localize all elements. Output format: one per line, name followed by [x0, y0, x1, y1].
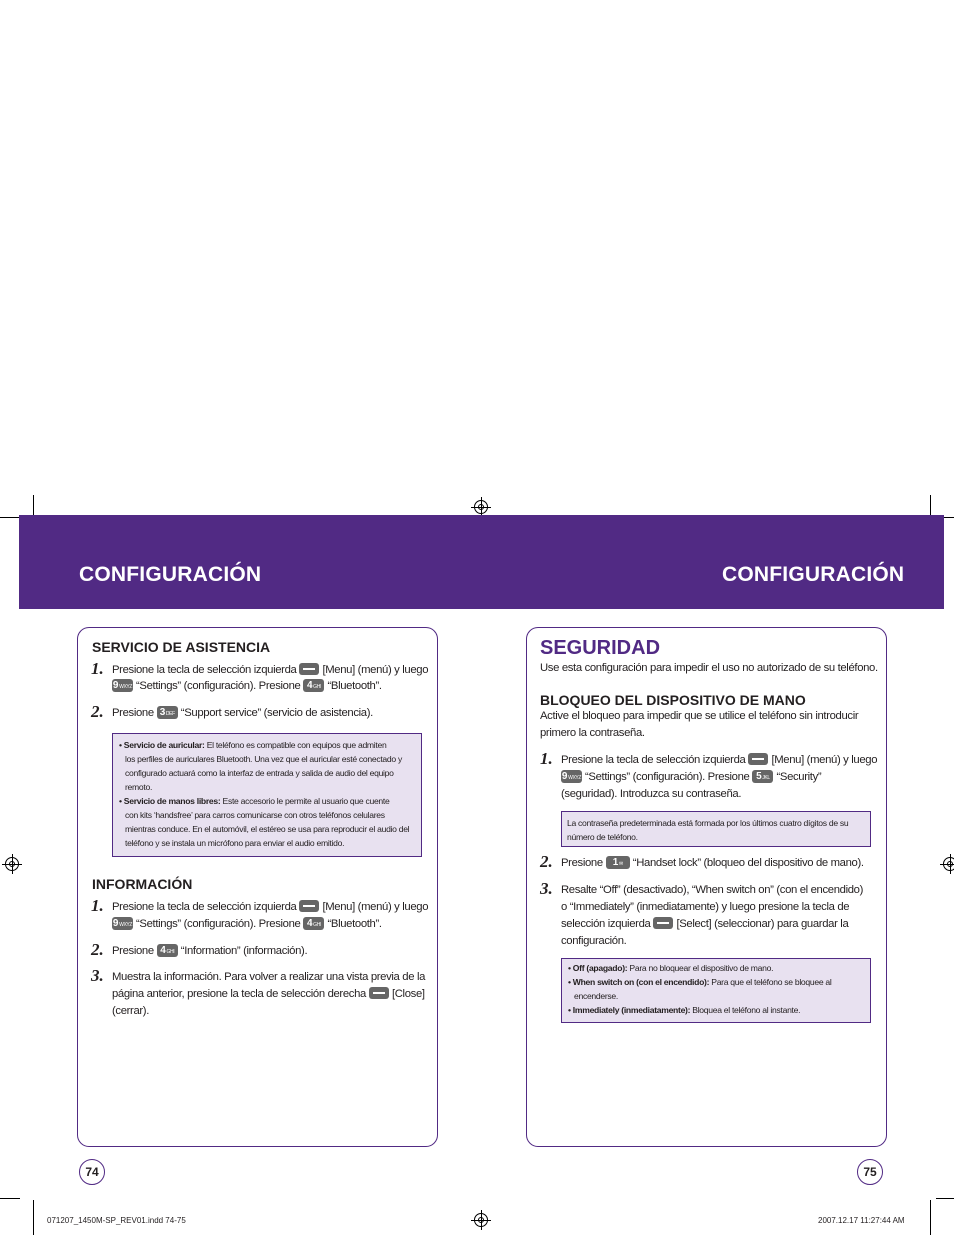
crop-mark [930, 1200, 931, 1235]
sub-heading-bloqueo: BLOQUEO DEL DISPOSITIVO DE MANO [540, 692, 806, 708]
left-softkey-icon [299, 900, 319, 912]
step-text: (cerrar). [112, 1005, 150, 1017]
step-text: o “Immediately” (inmediatamente) y luego presione la tecla de [561, 901, 850, 913]
step-text: 9WXYZ “Settings” (configuración). Presione 4GHI “Bluetooth”. [112, 917, 382, 930]
registration-mark-icon [474, 1213, 488, 1227]
key-5-icon: 5JKL [752, 770, 773, 783]
step-text: Resalte “Off” (desactivado), “When switch on” (con el encendido) [561, 884, 864, 896]
step-number: 1. [91, 659, 104, 678]
footer-filename: 071207_1450M-SP_REV01.indd 74-75 [47, 1216, 186, 1225]
note-box-password: La contraseña predeterminada está formada por los últimos cuatro dígitos de su número de teléfono. [561, 811, 871, 847]
page-number-left: 74 [79, 1159, 105, 1185]
step-number: 2. [91, 940, 104, 959]
step-text: configuración. [561, 935, 627, 947]
step-number: 3. [540, 879, 553, 898]
step-text-part: Presione la tecla de selección izquierda [112, 664, 297, 676]
step-text: Presione la tecla de selección izquierda [Menu] (menú) y luego [112, 901, 429, 913]
step-text-part: [Menu] (menú) y luego [322, 664, 429, 676]
step-text: Presione 1✉ “Handset lock” (bloqueo del dispositivo de mano). [561, 856, 864, 869]
key-9-icon: 9WXYZ [112, 917, 133, 929]
note-box-servicio: • Servicio de auricular: El teléfono es compatible con equipos que admiten los perfiles de auriculares Bluetooth. Una vez que el auricular esté conectado y configurado actuará como la interfaz de entrada y salida de audio del equipo remoto. • Servicio de manos libres: Este accesorio le permite al usuario que cuente con kits ‘handsfree’ para carros comunicarse con otros teléfonos celulares mientras conduce. En el automóvil, el estéreo se usa para reproducir el audio del teléfono y se instala un micrófono para enviar el audio emitido. [112, 733, 422, 857]
step-text-part: “Settings” (configuración). Presione [136, 680, 301, 692]
step-text: página anterior, presione la tecla de selección derecha [Close] [112, 988, 425, 1000]
step-text-part: Presione [112, 707, 154, 719]
intro-text: Use esta configuración para impedir el uso no autorizado de su teléfono. [540, 662, 878, 674]
section-heading-informacion: INFORMACIÓN [92, 876, 193, 892]
crop-mark [33, 1200, 34, 1235]
registration-mark-icon [5, 857, 19, 871]
crop-mark [936, 1198, 954, 1199]
left-softkey-icon [748, 753, 768, 765]
step-text-part: “Bluetooth”. [327, 680, 382, 692]
step-number: 1. [91, 896, 104, 915]
crop-mark [0, 1198, 20, 1199]
step-text: 9WXYZ “Settings” (configuración). Presione 5JKL “Security” [561, 770, 822, 783]
step-text [112, 662, 428, 679]
key-4-icon: 4GHI [157, 944, 178, 957]
step-text-part: “Support service” (servicio de asistencia). [180, 707, 373, 719]
right-page-title: CONFIGURACIÓN [722, 563, 905, 586]
step-text: Muestra la información. Para volver a realizar una vista previa de la [112, 971, 426, 983]
crop-mark [0, 517, 20, 518]
section-heading-servicio: SERVICIO DE ASISTENCIA [92, 639, 271, 655]
step-number: 1. [540, 749, 553, 768]
note-box-options: • Off (apagado): Para no bloquear el dispositivo de mano. • When switch on (con el encendido): Para que el teléfono se bloquee al encenderse. • Immediately (inmediatamente): Bloquea el teléfono al instante. [561, 958, 871, 1023]
key-4-icon: 4GHI [303, 917, 324, 930]
left-softkey-icon [299, 663, 319, 675]
step-text: Presione 4GHI “Information” (información). [112, 944, 308, 957]
key-4-icon: 4GHI [303, 679, 324, 692]
footer-timestamp: 2007.12.17 11:27:44 AM [818, 1216, 905, 1225]
step-number: 3. [91, 966, 104, 985]
step-number: 2. [540, 852, 553, 871]
key-9-icon: 9WXYZ [561, 770, 582, 782]
step-text: (seguridad). Introduzca su contraseña. [561, 788, 742, 800]
step-number: 2. [91, 702, 104, 721]
step-text [112, 705, 373, 722]
body-text: primero la contraseña. [540, 727, 645, 739]
key-9-icon: 9WXYZ [112, 679, 133, 691]
left-page-title: CONFIGURACIÓN [79, 563, 262, 586]
key-1-icon: 1✉ [606, 856, 630, 869]
page-number-right: 75 [857, 1159, 883, 1185]
right-softkey-icon [369, 987, 389, 999]
section-heading-seguridad: SEGURIDAD [540, 637, 661, 659]
body-text: Active el bloqueo para impedir que se utilice el teléfono sin introducir [540, 710, 859, 722]
step-text [112, 678, 382, 695]
registration-mark-icon [474, 500, 488, 514]
key-3-icon: 3DEF [157, 706, 178, 719]
step-text: selección izquierda [Select] (seleccionar) para guardar la [561, 918, 849, 930]
header-banner [19, 515, 944, 609]
left-softkey-icon [653, 917, 673, 929]
registration-mark-icon [943, 857, 954, 871]
step-text: Presione la tecla de selección izquierda [Menu] (menú) y luego [561, 754, 878, 766]
